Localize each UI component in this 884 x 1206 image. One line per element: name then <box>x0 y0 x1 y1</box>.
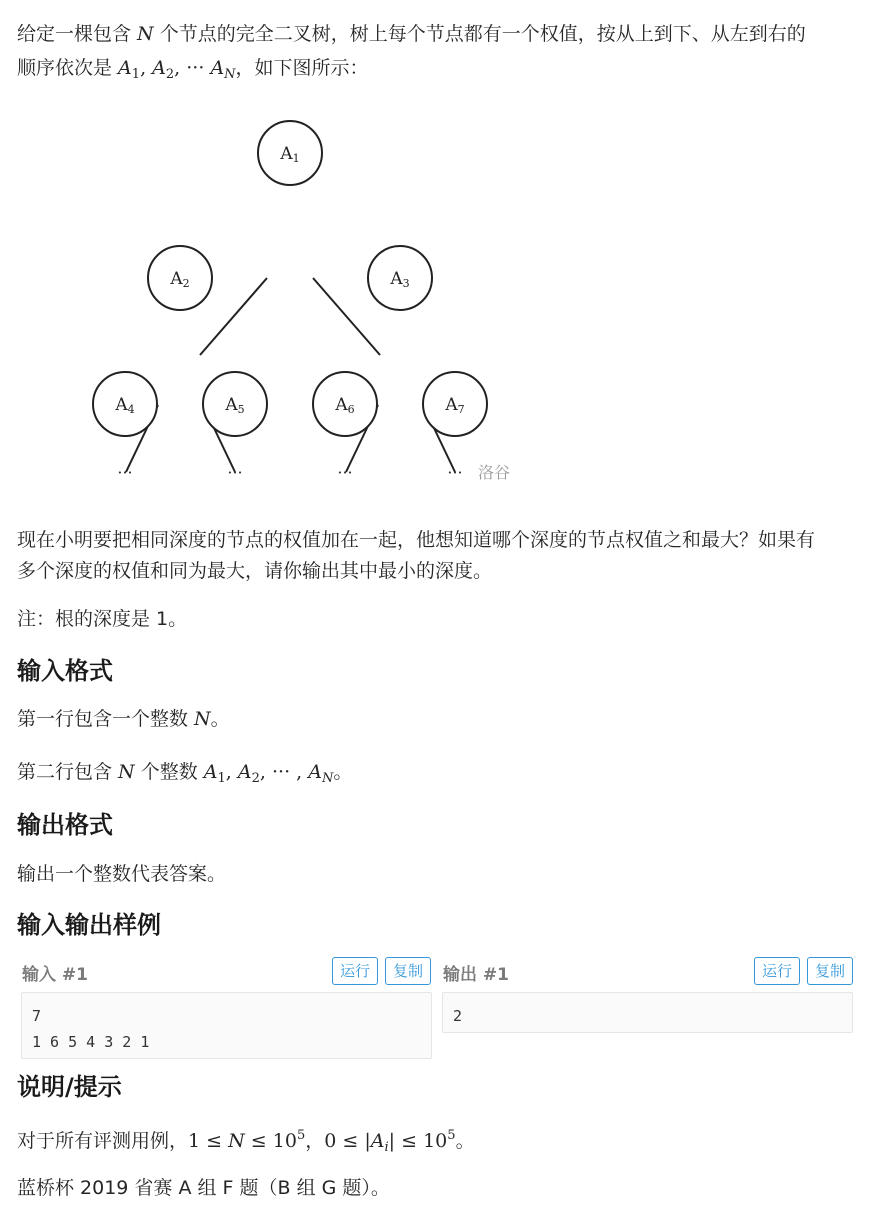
output-format-heading: 输出格式 <box>17 811 113 839</box>
problem-source: 蓝桥杯 2019 省赛 A 组 F 题（B 组 G 题）。 <box>17 1177 390 1199</box>
tree-ellipsis: ··· <box>117 463 133 482</box>
math-a2: $A_2$ <box>152 57 175 82</box>
sample-output-label: 输出 #1 <box>443 965 509 985</box>
binary-tree-diagram <box>0 100 884 500</box>
input-format-heading: 输入格式 <box>17 657 113 685</box>
input-format-line-2: 第二行包含 N 个整数 $A_1$, $A_2$, ··· , $A_N$。 <box>17 761 353 786</box>
math-a1: $A_1$ <box>118 57 141 82</box>
intro-text: 给定一棵包含 <box>17 23 138 45</box>
samples-heading: 输入输出样例 <box>17 911 161 939</box>
intro-text: 顺序依次是 <box>17 57 119 79</box>
tree-node-label: A6 <box>335 395 355 416</box>
intro-line-2: 顺序依次是 $A_1$, $A_2$, ··· $A_N$，如下图所示： <box>17 57 369 82</box>
tree-node-label: A5 <box>225 395 245 416</box>
depth-note: 注：根的深度是 1。 <box>17 608 188 630</box>
run-output-button[interactable]: 运行 <box>754 957 800 985</box>
intro-text: ，如下图所示： <box>235 57 369 79</box>
tree-ellipsis: ··· <box>447 463 463 482</box>
intro-line-1 <box>17 18 806 50</box>
math-n: N <box>137 23 154 45</box>
run-input-button[interactable]: 运行 <box>332 957 378 985</box>
output-format-text: 输出一个整数代表答案。 <box>17 863 227 885</box>
math-an: $A_N$ <box>210 57 236 82</box>
tree-ellipsis: ··· <box>227 463 243 482</box>
luogu-watermark: 洛谷 <box>478 463 511 482</box>
tree-node-label: A2 <box>170 269 190 290</box>
tree-node-label: A4 <box>115 395 135 416</box>
copy-output-button[interactable]: 复制 <box>807 957 853 985</box>
desc-line-1: 现在小明要把相同深度的节点的权值加在一起，他想知道哪个深度的节点权值之和最大？如果有 <box>17 529 816 551</box>
hint-constraints: 对于所有评测用例，$1 \le N \le 10^5$，$0 \le |A_i| \le 10^5$。 <box>17 1128 475 1155</box>
tree-node-label: A7 <box>445 395 465 416</box>
input-format-line-1: 第一行包含一个整数 N。 <box>17 708 230 730</box>
tree-node-label: A3 <box>390 269 410 290</box>
math-dots: ··· <box>186 57 205 79</box>
hint-heading: 说明/提示 <box>17 1073 122 1101</box>
desc-line-2: 多个深度的权值和同为最大，请你输出其中最小的深度。 <box>17 560 493 582</box>
intro-text: 个节点的完全二叉树，树上每个节点都有一个权值，按从上到下、从左到右的 <box>153 23 806 45</box>
sample-input-box[interactable]: 7 1 6 5 4 3 2 1 <box>21 992 432 1059</box>
tree-node-label: A1 <box>280 144 300 165</box>
sample-output-box[interactable]: 2 <box>442 992 853 1033</box>
tree-ellipsis: ··· <box>337 463 353 482</box>
sample-input-label: 输入 #1 <box>22 965 88 985</box>
copy-input-button[interactable]: 复制 <box>385 957 431 985</box>
